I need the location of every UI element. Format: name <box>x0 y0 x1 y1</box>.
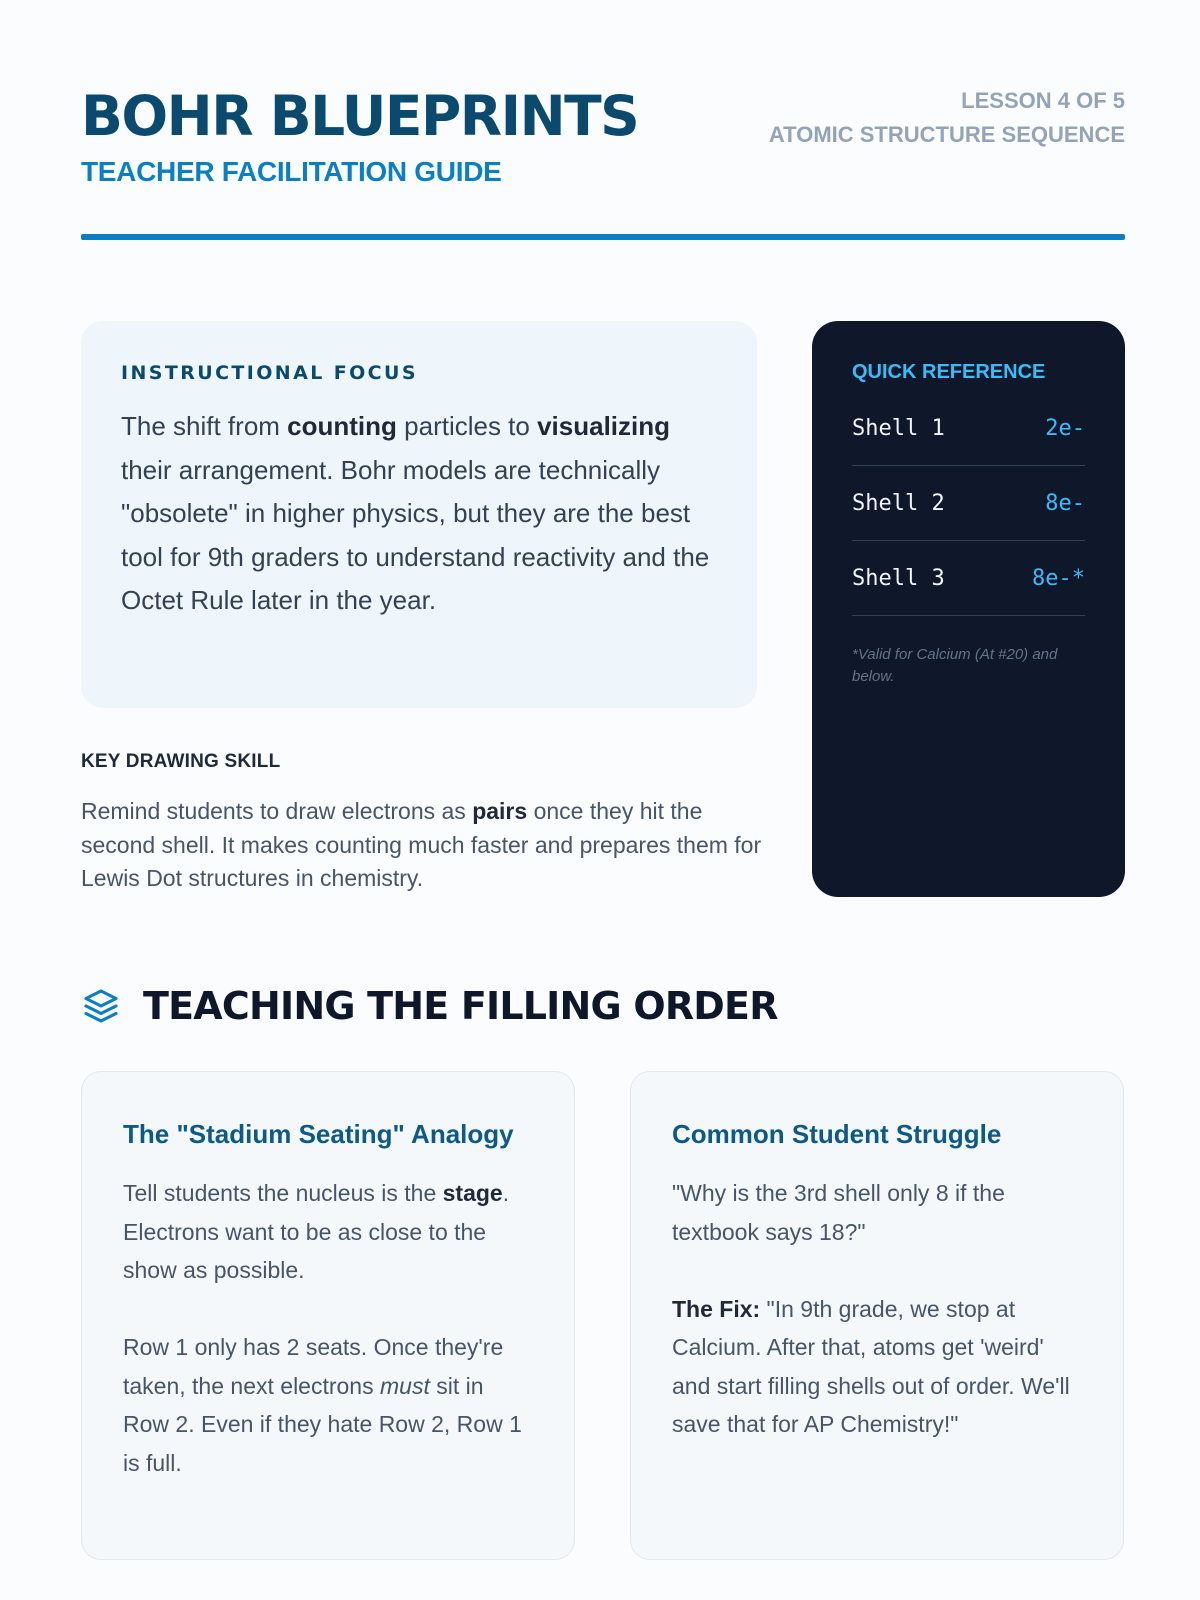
shell-label: Shell 3 <box>852 565 945 591</box>
page-title: BOHR BLUEPRINTS <box>81 84 639 148</box>
section-title: TEACHING THE FILLING ORDER <box>143 984 778 1028</box>
struggle-body <box>672 1174 1083 1444</box>
struggle-card <box>630 1071 1124 1560</box>
reference-row <box>852 466 1085 541</box>
focus-label: INSTRUCTIONAL FOCUS <box>121 362 418 384</box>
shell-capacity: 2e- <box>1045 415 1085 441</box>
header-divider <box>81 234 1125 240</box>
reference-row <box>852 391 1085 466</box>
focus-text: The shift from counting particles to visualizing their arrangement. Bohr models are technically "obsolete" in higher physics, but they are the best tool for 9th graders to understand reactivity and the Octet Rule later in the year. <box>121 411 710 615</box>
lesson-number: LESSON 4 OF 5 <box>961 88 1125 113</box>
analogy-body <box>123 1174 534 1482</box>
shell-label: Shell 1 <box>852 415 945 441</box>
analogy-card <box>81 1071 575 1560</box>
analogy-paragraph: Row 1 only has 2 seats. Once they're taken, the next electrons must sit in Row 2. Even if they hate Row 2, Row 1 is full. <box>123 1334 522 1476</box>
page-header <box>81 84 1125 244</box>
skill-label: KEY DRAWING SKILL <box>81 751 281 772</box>
shell-capacity: 8e-* <box>1032 565 1085 591</box>
fix-paragraph: The Fix: "In 9th grade, we stop at Calcium. After that, atoms get 'weird' and start filling shells out of order. We'll save that for AP Chemistry!" <box>672 1295 1070 1437</box>
shell-capacity: 8e- <box>1045 490 1085 516</box>
section-heading <box>81 983 778 1029</box>
reference-row <box>852 541 1085 616</box>
reference-note: *Valid for Calcium (At #20) and below. <box>852 646 1058 685</box>
lesson-sequence: ATOMIC STRUCTURE SEQUENCE <box>768 122 1125 147</box>
student-quote: "Why is the 3rd shell only 8 if the textbook says 18?" <box>672 1180 1005 1245</box>
shell-label: Shell 2 <box>852 490 945 516</box>
layers-icon <box>81 986 121 1026</box>
skill-text: Remind students to draw electrons as pairs once they hit the second shell. It makes counting much faster and prepares them for Lewis Dot structures in chemistry. <box>81 798 762 891</box>
struggle-title: Common Student Struggle <box>672 1119 1002 1149</box>
lesson-meta <box>769 84 1125 152</box>
quick-reference-card <box>812 321 1125 897</box>
instructional-focus-card <box>81 321 757 708</box>
page-subtitle: TEACHER FACILITATION GUIDE <box>81 156 502 187</box>
reference-title: QUICK REFERENCE <box>852 361 1046 383</box>
analogy-paragraph: Tell students the nucleus is the stage. Electrons want to be as close to the show as possible. <box>123 1180 510 1283</box>
analogy-title: The "Stadium Seating" Analogy <box>123 1119 514 1149</box>
